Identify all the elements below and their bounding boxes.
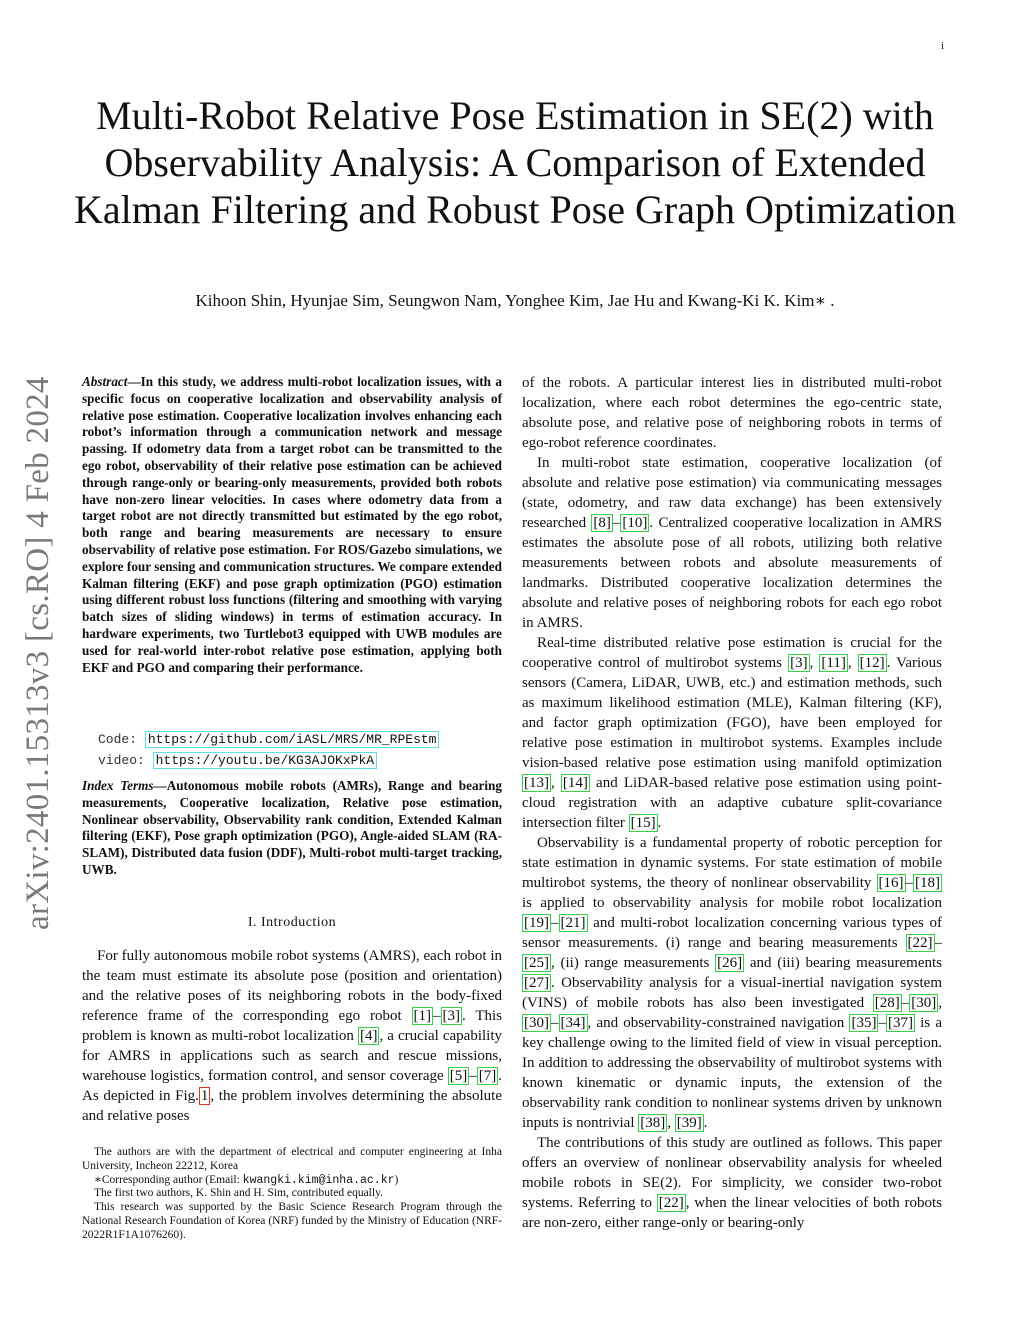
citation[interactable]: [21] [560,915,586,931]
footnote-affiliation: The authors are with the department of electrical and computer engineering at Inha University, Incheon 22212, Korea [82,1146,502,1172]
citation[interactable]: [38] [640,1115,666,1131]
paragraph: Observability is a fundamental property of robotic perception for state estimation in dynamic systems. For state estimation of mobile multirobot systems, the theory of nonlinear observability [16] – [18] is applied to observability analysis for mobile robot localization [19] – [21] and multi-robot localization concerning various types of sensor measurements. (i) range and bearing measurements [22] –[25] , (ii) range measurements [26] and (iii) bearing measurements [27] . Observability analysis for a visual-inertial navigation system (VINS) of mobile robots has also been investigated [28] – [30] , [30] – [34] , and observability-constrained navigation [35] – [37] is a key challenge owing to the limited field of view in visual perception. In addition to addressing the observability of multirobot systems with known kinematic or dynamic inputs, the extension of the observability rank condition to nonlinear systems driven by unknown inputs is nontrivial [38] , [39] . [522,835,942,1131]
citation[interactable]: [27] [524,975,549,991]
citation[interactable]: [13] [524,775,549,791]
citation[interactable]: [11] [821,655,846,671]
figure-reference[interactable]: 1 [200,1088,209,1104]
citation[interactable]: [8] [593,515,611,531]
index-terms [82,778,502,879]
citation[interactable]: [3] [442,1008,461,1024]
arxiv-identifier[interactable]: arXiv:2401.15313v3 [cs.RO] 4 Feb 2024 [20,376,56,930]
section-heading-introduction: I. Introduction [247,915,337,930]
citation[interactable]: [1] [413,1008,432,1024]
citation[interactable]: [25] [524,955,549,971]
citation[interactable]: [22] [907,935,933,951]
citation[interactable]: [15] [630,815,656,831]
footnote-equal-contribution: The first two authors, K. Shin and H. Sim, contributed equally. [94,1187,383,1200]
footnote-funding: This research was supported by the Basic Science Research Program through the National Research Foundation of Korea (NRF) funded by the Ministry of Education (NRF-2022R1F1A1076260). [82,1201,502,1241]
paper-title: Multi-Robot Relative Pose Estimation in SE(2) with Observability Analysis: A Comparison of Extended Kalman Filtering and Robust Pose Graph Optimization [73,93,957,232]
citation[interactable]: [16] [878,875,904,891]
abstract [82,374,502,676]
paragraph: In multi-robot state estimation, cooperative localization (of absolute and relative pose estimation) via communicating messages (state, odometry, and raw data exchange) has been extensively researched [8] – [10] . Centralized cooperative localization in AMRS estimates the absolute pose of all robots, utilizing both relative measurements between robots and absolute measurements of landmarks. Distributed cooperative localization determines the absolute and relative poses of neighboring robots for each ego robot in AMRS. [522,455,942,631]
code-link[interactable]: https://github.com/iASL/MRS/MR_RPEstm [145,731,440,748]
paragraph: Real-time distributed relative pose estimation is crucial for the cooperative control of multirobot systems [3] , [11] , [12] . Various sensors (Camera, LiDAR, UWB, etc.) and estimation methods, such as maximum likelihood estimation (MLE), Kalman filtering (KF), and factor graph optimization (FGO), have been employed for relative pose estimation in multirobot systems. Examples include vision-based relative pose estimation using manifold optimization [13] , [14] and LiDAR-based relative pose estimation using point-cloud registration with an adaptive cubature split-covariance intersection filter [15] . [522,635,943,831]
citation[interactable]: [3] [790,655,808,671]
right-column-text [522,373,942,1233]
code-label: Code: [98,732,138,747]
citation[interactable]: [22] [658,1195,684,1211]
citation[interactable]: [14] [562,775,588,791]
citation[interactable]: [18] [915,875,940,891]
citation[interactable]: [19] [524,915,549,931]
index-terms-text: —Autonomous mobile robots (AMRs), Range and bearing measurements, Cooperative localization, Relative pose estimation, Nonlinear observability, Observability rank condition, Extended Kalman filtering (EKF), Pose graph optimization (PGO), Angle-aided SLAM (RA-SLAM), Distributed data fusion (DDF), Multi-robot multi-target tracking, UWB. [82,778,502,877]
footnote-corresponding: ∗Corresponding author (Email: kwangki.kim@inha.ac.kr) [94,1173,399,1187]
abstract-text: —In this study, we address multi-robot localization issues, with a specific focus on cooperative localization and observability analysis of relative pose estimation. Cooperative localization involves enhancing each robot’s information through a communication network and message passing. If odometry data from a target robot can be transmitted to the ego robot, observability of their relative pose estimation can be achieved through range-only or bearing-only measurements, provided both robots have non-zero linear velocities. In cases where odometry data from a target robot are not directly transmitted but estimated by the ego robot, both range and bearing measurements are necessary to ensure observability of relative pose estimation. For ROS/Gazebo simulations, we explore four sensing and communication structures. We compare extended Kalman filtering (EKF) and pose graph optimization (PGO) estimation using different robust loss functions (filtering and smoothing with varying batch sizes of sliding windows) in terms of estimation accuracy. In hardware experiments, two Turtlebot3 equipped with UWB modules are used for real-world inter-robot relative pose estimation, applying both EKF and PGO and comparing their performance. [82,374,502,675]
resource-links [82,729,502,771]
citation[interactable]: [28] [874,995,900,1011]
citation[interactable]: [35] [851,1015,877,1031]
citation[interactable]: [30] [524,1015,549,1031]
intro-paragraph: For fully autonomous mobile robot systems (AMRS), each robot in the team must estimate its absolute pose (position and orientation) and the relative poses of its neighboring robots in the body-fixed reference frame of the corresponding ego robot [1] – [3] . This problem is known as multi-robot localization [4] , a crucial capability for AMRS in applications such as search and rescue missions, warehouse logistics, formation control, and sensor coverage [5] – [7] . As depicted in Fig. 1 , the problem involves determining the absolute and relative poses [82,948,502,1124]
video-link[interactable]: https://youtu.be/KG3AJOKxPkA [153,752,377,769]
citation[interactable]: [30] [911,995,937,1011]
paragraph: of the robots. A particular interest lies in distributed multi-robot localization, where each robot determines the ego-centric state, absolute pose, and relative pose of neighboring robots in terms of ego-robot reference coordinates. [522,375,942,451]
page-number: i [940,40,944,52]
video-label: video: [98,753,145,768]
citation[interactable]: [5] [449,1068,468,1084]
email-link[interactable]: kwangki.kim@inha.ac.kr [242,1173,395,1187]
footnotes [82,1146,502,1243]
author-list: Kihoon Shin, Hyunjae Sim, Seungwon Nam, Yonghee Kim, Jae Hu and Kwang-Ki K. Kim∗ . [195,291,835,310]
citation[interactable]: [12] [859,655,885,671]
citation[interactable]: [34] [560,1015,586,1031]
citation[interactable]: [4] [359,1028,378,1044]
citation[interactable]: [37] [887,1015,913,1031]
abstract-label: Abstract [82,374,128,389]
citation[interactable]: [39] [676,1115,702,1131]
paragraph: The contributions of this study are outlined as follows. This paper offers an overview of nonlinear observability analysis for wheeled mobile robots in SE(2). For simplicity, we consider two-robot systems. Referring to [22] , when the linear velocities of both robots are non-zero, either range-only or bearing-only [522,1135,942,1231]
index-terms-label: Index Terms [82,778,154,793]
citation[interactable]: [26] [717,955,743,971]
citation[interactable]: [7] [478,1068,497,1084]
citation[interactable]: [10] [622,515,648,531]
